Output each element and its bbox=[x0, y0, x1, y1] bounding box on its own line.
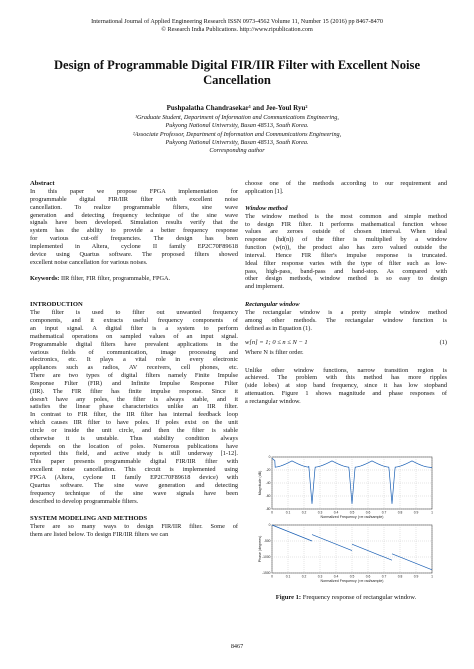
paper-title-line2: Cancellation bbox=[203, 73, 271, 87]
rectangular-window-2-line: Unlike other window functions, narrow transition region is bbox=[245, 366, 447, 374]
rectangular-window-line: among other methods. The rectangular window function is bbox=[245, 316, 447, 324]
introduction-line: an input signal. A digital filter is a system to perform bbox=[30, 324, 238, 332]
introduction-line: (IIR). The FIR filter has finite impulse response. Since it bbox=[30, 387, 238, 395]
abstract-line: programmable digital FIR/IIR filter with excellent noise bbox=[30, 195, 238, 203]
affiliation-line: Corresponding author bbox=[209, 147, 265, 155]
abstract-line: implemented in Altera, cyclone II family EP2C70F89618 bbox=[30, 242, 238, 250]
left-column bbox=[30, 180, 238, 539]
x-tick-label: 0.3 bbox=[317, 574, 323, 579]
phase-plot bbox=[258, 523, 433, 583]
abstract-line: device using Quartus software. The proposed filters showed bbox=[30, 250, 238, 258]
y-tick-label: -1000 bbox=[262, 555, 271, 560]
introduction-line: appliances such as radios, AV receivers, cell phones, etc. bbox=[30, 364, 238, 372]
y-axis-label: Phase (degrees) bbox=[258, 535, 262, 563]
introduction-heading: INTRODUCTION bbox=[30, 301, 83, 309]
abstract-line: excellent noise cancellation for various noises. bbox=[30, 258, 148, 266]
rectangular-window-2-line: achieved. The problem with this method has more ripples bbox=[245, 374, 447, 382]
magnitude-plot bbox=[258, 455, 433, 519]
rectangular-window-2-line: a rectangular window. bbox=[245, 397, 301, 405]
system-modeling-line: There are so many ways to design FIR/IIR filter. Some of bbox=[30, 523, 238, 531]
x-tick-label: 0.9 bbox=[413, 510, 419, 515]
window-method-line: and implement. bbox=[245, 283, 285, 291]
window-method-line: to design FIR filter. It performs mathematical function whose bbox=[245, 220, 447, 228]
keywords-text: IIR filter, FIR filter, programmable, FPGA. bbox=[59, 275, 171, 283]
x-tick-label: 1 bbox=[431, 510, 433, 515]
window-method-line: values are zeroes outside of chosen interval. When ideal bbox=[245, 228, 447, 236]
affiliation-line: ²Associate Professor, Department of Information and Communications Engineering, bbox=[132, 130, 342, 138]
equation-number: (1) bbox=[439, 338, 447, 346]
introduction-line: excellent noise cancellation. This circuit is implemented using bbox=[30, 466, 238, 474]
journal-header-line2: © Research India Publications. http://www.ripublication.com bbox=[161, 26, 313, 33]
x-axis-label: Normalized Frequency (×π rad/sample) bbox=[320, 515, 384, 519]
equation-1: w[n] = 1; 0 ≤ n ≤ N − 1 bbox=[245, 338, 308, 346]
introduction-line: electronics, etc. It plays a vital role in every electronic bbox=[30, 356, 238, 364]
paper-title bbox=[20, 58, 454, 88]
y-tick-label: 0 bbox=[268, 523, 271, 528]
system-modeling-heading: SYSTEM MODELING AND METHODS bbox=[30, 515, 148, 523]
introduction-line: This paper presents programmable digital FIR/IIR filter with bbox=[30, 458, 238, 466]
introduction-line: circle or inside the unit circle, and then the filter is stable bbox=[30, 426, 238, 434]
x-tick-label: 0.7 bbox=[381, 510, 387, 515]
equation-row bbox=[245, 339, 447, 349]
authors: Pushpalatha Chandrasekar¹ and Jee-Youl Ryu² bbox=[166, 104, 308, 112]
introduction-line: doesn't have any poles, the filter is always stable, and it bbox=[30, 395, 238, 403]
introduction-line: reported this field, and active study is still underway [1-12]. bbox=[30, 450, 238, 458]
abstract-line: In this paper we propose FPGA implementation for bbox=[30, 188, 238, 195]
affiliation-line: ¹Graduate Student, Department of Information and Communications Engineering, bbox=[135, 114, 339, 121]
x-tick-label: 0.7 bbox=[381, 574, 387, 579]
y-tick-label: -40 bbox=[265, 481, 271, 486]
rectangular-window-line: defined as in Equation (1). bbox=[245, 324, 312, 332]
paper-title-line1: Design of Programmable Digital FIR/IIR Filter with Excellent Noise bbox=[53, 58, 421, 72]
y-tick-label: 0 bbox=[268, 455, 271, 460]
window-method-line: function (w(n)), the product also has zero valued outside the bbox=[245, 244, 447, 252]
x-tick-label: 0.3 bbox=[317, 510, 323, 515]
abstract-line: signals have been developed. Simulation results verify that the bbox=[30, 219, 238, 227]
figure-caption-label: Figure 1: bbox=[275, 594, 302, 601]
introduction-line: The filter is used to filter out unwanted frequency bbox=[30, 309, 238, 317]
x-tick-label: 0.2 bbox=[301, 510, 307, 515]
x-tick-label: 0.4 bbox=[333, 510, 339, 515]
introduction-line: otherwise it is unstable. Thus stability condition always bbox=[30, 434, 238, 442]
window-method-heading: Window method bbox=[245, 204, 288, 212]
rectangular-window-heading: Rectangular window bbox=[245, 301, 300, 309]
introduction-line: various fields of communication, image processing and bbox=[30, 348, 238, 356]
rectangular-window-body bbox=[245, 309, 447, 333]
journal-header-line1: International Journal of Applied Engineering Research ISSN 0973-4562 Volume 11, Number 15 (2016) pp 8467-8470 bbox=[91, 18, 383, 25]
affiliations bbox=[0, 114, 474, 155]
abstract-heading: Abstract bbox=[30, 180, 55, 187]
affiliation-line: Pukyong National University, Busan 48513, South Korea. bbox=[165, 122, 309, 130]
introduction-line: mathematical operations on sampled values of an input signal. bbox=[30, 332, 238, 340]
x-tick-label: 0 bbox=[271, 510, 273, 515]
x-tick-label: 0.8 bbox=[397, 510, 403, 515]
window-method-line: other design methods, window method is so easy to design bbox=[245, 275, 447, 283]
rectangular-window-line: The rectangular window is a pretty simple window method bbox=[245, 309, 447, 317]
x-tick-label: 0.6 bbox=[365, 574, 371, 579]
right-intro-line: application [1]. bbox=[245, 187, 284, 195]
introduction-line: described to develop programmable filters. bbox=[30, 497, 139, 505]
rectangular-window-2-line: (side lobes) at stop band frequency, since it has low stopband bbox=[245, 382, 447, 390]
x-tick-label: 1 bbox=[431, 574, 433, 579]
x-tick-label: 0.4 bbox=[333, 574, 339, 579]
x-axis-label: Normalized Frequency (×π rad/sample) bbox=[320, 579, 384, 583]
abstract-line: cancellation. To realize programmable filters, sine wave bbox=[30, 203, 238, 211]
system-modeling-body bbox=[30, 523, 238, 539]
x-tick-label: 0.5 bbox=[349, 574, 355, 579]
x-tick-label: 0 bbox=[271, 574, 273, 579]
introduction-body bbox=[30, 309, 238, 505]
equation-where: Where N is filter order. bbox=[245, 348, 304, 356]
introduction-line: Programmable digital filters have prevalent applications in the bbox=[30, 340, 238, 348]
x-tick-label: 0.6 bbox=[365, 510, 371, 515]
right-column bbox=[245, 180, 447, 406]
x-tick-label: 0.5 bbox=[349, 510, 355, 515]
introduction-line: There are two types of digital filters namely Finite Impulse bbox=[30, 372, 238, 380]
y-tick-label: -500 bbox=[263, 539, 271, 544]
keywords-label: Keywords: bbox=[30, 275, 60, 283]
figure-1-caption bbox=[245, 594, 447, 601]
abstract-line: system has the ability to provide a better frequency response bbox=[30, 227, 238, 235]
right-intro-line: choose one of the methods according to our requirement and bbox=[245, 180, 447, 187]
affiliation-line: Pukyong National University, Busan 48513, South Korea. bbox=[165, 138, 309, 146]
y-axis-label: Magnitude (dB) bbox=[258, 470, 262, 496]
window-method-line: interval. Hence FIR filter's impulse response is truncated. bbox=[245, 251, 447, 259]
y-tick-label: -1500 bbox=[262, 571, 271, 576]
x-tick-label: 0.8 bbox=[397, 574, 403, 579]
window-method-line: The window method is the most common and simple method bbox=[245, 212, 447, 220]
window-method-line: Ideal filter response varies with the type of filter such as low- bbox=[245, 259, 447, 267]
abstract-line: generation and detecting frequency technique of the sine wave bbox=[30, 211, 238, 219]
introduction-line: FPGA (Altera, cyclone II family EP2C70F89618 device) with bbox=[30, 474, 238, 481]
window-method-line: response (hd(n)) of the filter is multiplied by a window bbox=[245, 236, 447, 244]
introduction-line: satisfies the linear phase characteristics unlike an IIR filter. bbox=[30, 403, 238, 411]
introduction-line: Quartus software. The sine wave generation and detecting bbox=[30, 481, 238, 489]
introduction-line: In contrast to FIR filter, the IIR filter has internal feedback loop bbox=[30, 411, 238, 419]
abstract-line: for various cut-off frequencies. The design has been bbox=[30, 235, 238, 243]
right-intro-body bbox=[245, 180, 447, 196]
introduction-line: which causes IIR filter to have poles. If poles exist on the unit bbox=[30, 419, 238, 427]
y-tick-label: -60 bbox=[265, 494, 271, 499]
rectangular-window-body-2 bbox=[245, 367, 447, 406]
window-method-line: pass, high-pass, band-pass and band-stop. As compared with bbox=[245, 267, 447, 275]
introduction-line: depends on the location of poles. Numerous publications have bbox=[30, 442, 238, 450]
introduction-line: components, and it extracts useful frequency components of bbox=[30, 317, 238, 325]
x-tick-label: 0.1 bbox=[285, 574, 291, 579]
x-tick-label: 0.9 bbox=[413, 574, 419, 579]
figure-1-plot bbox=[254, 455, 436, 587]
journal-header bbox=[0, 18, 474, 34]
x-tick-label: 0.1 bbox=[285, 510, 291, 515]
introduction-line: frequency technique of the sine wave signals have been bbox=[30, 489, 238, 497]
y-tick-label: -80 bbox=[265, 507, 271, 512]
figure-caption-text: Frequency response of rectangular window. bbox=[301, 594, 417, 601]
x-tick-label: 0.2 bbox=[301, 574, 307, 579]
introduction-line: Response Filter (FIR) and Infinite Impulse Response Filter bbox=[30, 379, 238, 387]
page-number: 8467 bbox=[230, 643, 244, 650]
rectangular-window-2-line: attenuation. Figure 1 shows magnitude and phase responses of bbox=[245, 390, 447, 398]
abstract-body bbox=[30, 188, 238, 266]
keywords bbox=[30, 275, 238, 283]
y-tick-label: -20 bbox=[265, 468, 271, 473]
window-method-body bbox=[245, 213, 447, 291]
system-modeling-line: them are listed below. To design FIR/IIR filters we can bbox=[30, 531, 169, 539]
